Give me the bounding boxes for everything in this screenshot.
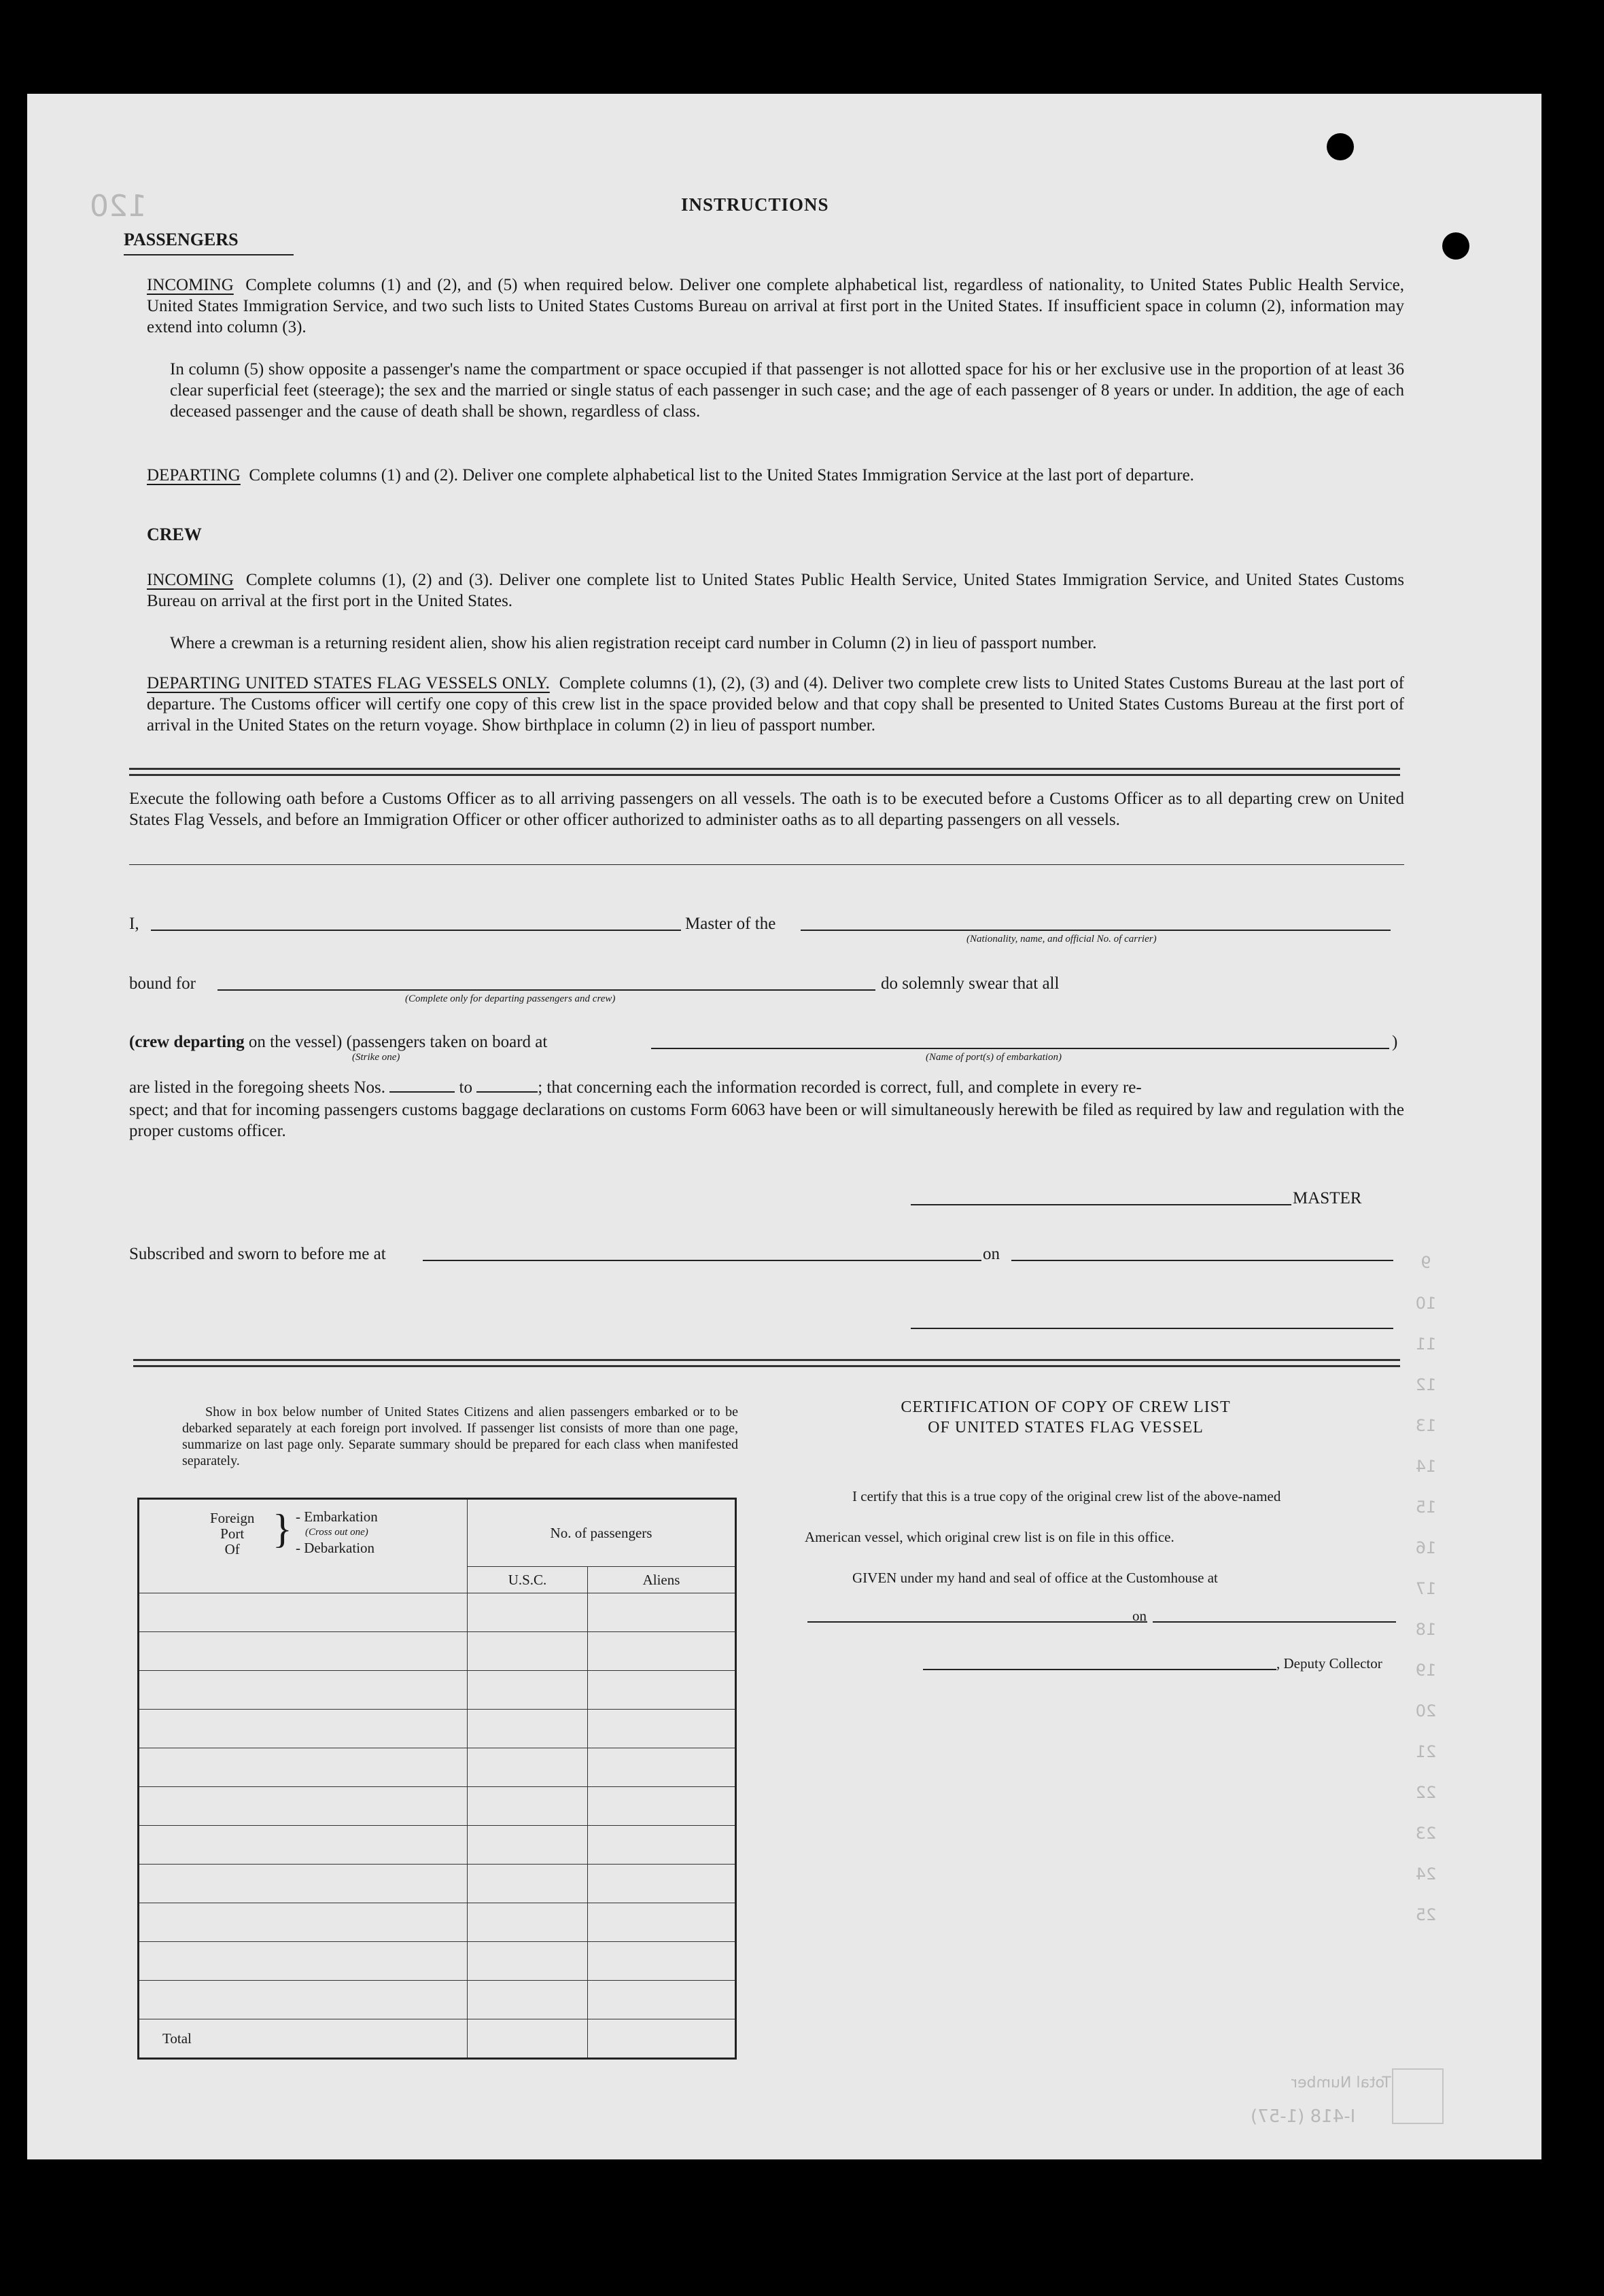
passengers-taken-option[interactable]: (passengers taken on board at — [346, 1033, 548, 1051]
bleed-row-num: 21 — [1415, 1742, 1437, 1761]
on-vessel-text: on the vessel) — [248, 1033, 343, 1051]
bleed-row-num: 16 — [1415, 1538, 1437, 1557]
passenger-count-header: No. of passengers — [468, 1499, 736, 1567]
bleed-row-num: 14 — [1415, 1457, 1437, 1476]
certification-title-line2: OF UNITED STATES FLAG VESSEL — [928, 1419, 1204, 1436]
listed-line — [129, 1078, 1142, 1097]
crew-heading: CREW — [147, 525, 202, 544]
sheet-from-field[interactable] — [389, 1078, 455, 1093]
table-row[interactable] — [139, 1671, 736, 1710]
certification-on-label: on — [1132, 1608, 1147, 1624]
passengers-departing-paragraph — [147, 465, 1404, 486]
section-divider-2 — [133, 1359, 1400, 1367]
subscribed-date-field[interactable] — [1011, 1260, 1393, 1261]
crew-departing-option[interactable]: (crew departing — [129, 1033, 245, 1051]
bleed-row-num: 19 — [1415, 1661, 1437, 1680]
listed-to-text: to — [459, 1078, 472, 1097]
bound-for-hint: (Complete only for departing passengers and crew) — [405, 993, 616, 1004]
bleed-row-num: 20 — [1415, 1701, 1437, 1720]
section-divider — [129, 768, 1400, 776]
port-header-cell — [139, 1499, 468, 1593]
cross-out-hint: (Cross out one) — [305, 1527, 368, 1538]
american-vessel-text: American vessel, which original crew list is on file in this office. — [805, 1529, 1174, 1545]
bleed-row-num: 12 — [1415, 1375, 1437, 1394]
table-row[interactable] — [139, 1710, 736, 1748]
crew-departing-text: Complete columns (1), (2), (3) and (4). Deliver two complete crew lists to United States Customs Bureau at the last port of departure. The Customs officer will certify one copy of this crew list in the space provided below and that copy shall be presented to United States Customs Bureau at the first port of arrival in the United States on the return voyage. Show birthplace in column (2) in lieu of passport number. — [147, 674, 1404, 735]
table-row[interactable] — [139, 1865, 736, 1903]
table-row[interactable] — [139, 1903, 736, 1942]
of-label: Of — [224, 1541, 240, 1557]
passengers-departing-label: DEPARTING — [147, 466, 241, 484]
bound-for-label: bound for — [129, 974, 196, 993]
bleed-row-num: 17 — [1415, 1579, 1437, 1598]
subscribed-place-field[interactable] — [423, 1260, 981, 1261]
punch-hole-mark — [1442, 232, 1469, 260]
subscribed-on-label: on — [983, 1245, 1000, 1263]
master-label: MASTER — [1293, 1189, 1362, 1207]
bleed-row-num: 13 — [1415, 1416, 1437, 1435]
bleed-row-num: 22 — [1415, 1783, 1437, 1802]
bleed-form-number: I-418 (1-57) — [1251, 2106, 1356, 2127]
oath-intro-paragraph: Execute the following oath before a Customs Officer as to all arriving passengers on all vessels. The oath is to be executed before a Customs Officer as to all departing crew on United States Flag Vessels, and before an Immigration Officer or other officer authorized to administer oaths as to all departing passengers on all vessels. — [129, 790, 1404, 829]
debarkation-label[interactable]: - Debarkation — [296, 1540, 375, 1556]
table-row[interactable] — [139, 1632, 736, 1671]
certification-date-field[interactable] — [1153, 1621, 1396, 1623]
crew-departing-label: DEPARTING UNITED STATES FLAG VESSELS ONLY. — [147, 674, 550, 692]
summary-instructions: Show in box below number of United States Citizens and alien passengers embarked or to be debarked separately at each foreign port involved. If passenger list consists of more than one page, summarize on last page only. Separate summary should be prepared for each class when manifested separately. — [182, 1405, 738, 1468]
listed-text-b: ; that concerning each the information recorded is correct, full, and complete in every re- — [538, 1078, 1142, 1097]
bleed-total-number: Total Number — [1291, 2074, 1391, 2091]
aliens-header: Aliens — [588, 1567, 736, 1593]
strike-hint: (Strike one) — [352, 1052, 400, 1063]
certification-title — [828, 1397, 1304, 1438]
usc-header: U.S.C. — [468, 1567, 588, 1593]
table-row[interactable] — [139, 1593, 736, 1632]
crew-incoming-paragraph — [147, 569, 1404, 612]
sheet-to-field[interactable] — [476, 1078, 538, 1093]
embarkation-label[interactable]: - Embarkation — [296, 1508, 378, 1525]
crew-resident-paragraph: Where a crewman is a returning resident alien, show his alien registration receipt card number in Column (2) in lieu of passport number. — [170, 634, 1097, 652]
master-signature-field[interactable] — [911, 1204, 1291, 1205]
master-of-label: Master of the — [685, 915, 776, 933]
crew-departing-paragraph — [147, 673, 1404, 736]
oath-intro-rule — [129, 864, 1404, 865]
carrier-field[interactable] — [801, 930, 1391, 931]
table-row[interactable] — [139, 1981, 736, 2019]
passengers-heading-rule — [124, 254, 294, 255]
officer-signature-field[interactable] — [911, 1328, 1393, 1329]
page-title: INSTRUCTIONS — [681, 194, 829, 215]
passengers-incoming-label: INCOMING — [147, 276, 234, 294]
bleed-row-num: 23 — [1415, 1824, 1437, 1843]
certification-title-line1: CERTIFICATION OF COPY OF CREW LIST — [901, 1398, 1231, 1416]
table-row[interactable] — [139, 1787, 736, 1826]
bleed-row-num: 15 — [1415, 1498, 1437, 1517]
bleed-row-num: 25 — [1415, 1905, 1437, 1924]
bleed-row-num: 24 — [1415, 1865, 1437, 1884]
customhouse-field[interactable] — [807, 1621, 1147, 1623]
carrier-hint: (Nationality, name, and official No. of carrier) — [966, 934, 1157, 944]
passengers-departing-text: Complete columns (1) and (2). Deliver one complete alphabetical list to the United States Immigration Service at the last port of departure. — [249, 466, 1194, 484]
bleed-row-num: 11 — [1415, 1335, 1437, 1354]
bleed-page-number: 120 — [90, 189, 147, 224]
brace-mark: } — [273, 1506, 292, 1551]
certify-text: I certify that this is a true copy of the original crew list of the above-named — [852, 1488, 1281, 1504]
crew-passengers-line — [129, 1033, 547, 1052]
close-paren: ) — [1392, 1033, 1398, 1051]
crew-incoming-label: INCOMING — [147, 571, 234, 589]
total-label: Total — [139, 2019, 468, 2059]
bleed-row-numbers — [1412, 1242, 1440, 1935]
oath-i-label: I, — [129, 915, 139, 933]
table-row[interactable] — [139, 1748, 736, 1787]
given-text: GIVEN under my hand and seal of office at the Customhouse at — [852, 1570, 1218, 1586]
passenger-summary-table — [137, 1498, 737, 2060]
table-row[interactable] — [139, 1942, 736, 1981]
deputy-collector-signature-field[interactable] — [923, 1669, 1276, 1670]
column5-paragraph: In column (5) show opposite a passenger's name the compartment or space occupied if that passenger is not allotted space for his or her exclusive use in the proportion of at least 36 clear superficial feet (steerage); the sex and the married or single status of each passenger in such case; and the age of each passenger of 8 years or under. In addition, the age of each deceased passenger and the cause of death shall be shown, regardless of class. — [170, 360, 1404, 421]
listed-text-a: are listed in the foregoing sheets Nos. — [129, 1078, 385, 1097]
swear-label: do solemnly swear that all — [881, 974, 1060, 993]
listed-paragraph: spect; and that for incoming passengers customs baggage declarations on customs Form 6063 have been or will simultaneously herewith be filed as required by law and regulation with the proper customs officer. — [129, 1101, 1404, 1140]
bleed-row-num: 9 — [1420, 1253, 1431, 1272]
port-label: Port — [220, 1525, 245, 1542]
passengers-incoming-paragraph — [147, 275, 1404, 338]
port-hint: (Name of port(s) of embarkation) — [926, 1052, 1062, 1063]
foreign-label: Foreign — [210, 1510, 255, 1526]
embarkation-port-field[interactable] — [651, 1048, 1389, 1049]
passengers-incoming-text: Complete columns (1) and (2), and (5) when required below. Deliver one complete alphabetical list, regardless of nationality, to United States Public Health Service, United States Immigration Service, and two such lists to United States Customs Bureau on arrival at first port in the United States. If insufficient space in column (2), information may extend into column (3). — [147, 276, 1405, 336]
table-row[interactable] — [139, 1826, 736, 1865]
subscribed-label: Subscribed and sworn to before me at — [129, 1245, 386, 1263]
crew-incoming-text: Complete columns (1), (2) and (3). Deliver one complete list to United States Public Health Service, United States Immigration Service, and United States Customs Bureau on arrival at the first port in the United States. — [147, 571, 1404, 610]
bleed-row-num: 18 — [1415, 1620, 1437, 1639]
passengers-heading: PASSENGERS — [124, 230, 239, 249]
bleed-row-num: 10 — [1415, 1294, 1437, 1313]
master-name-field[interactable] — [151, 930, 681, 931]
deputy-collector-label: , Deputy Collector — [1276, 1655, 1382, 1672]
form-sheet — [27, 94, 1541, 2159]
punch-hole-mark — [1327, 133, 1354, 160]
bound-for-field[interactable] — [217, 989, 875, 991]
bleed-box — [1392, 2068, 1444, 2124]
total-row[interactable] — [139, 2019, 736, 2059]
